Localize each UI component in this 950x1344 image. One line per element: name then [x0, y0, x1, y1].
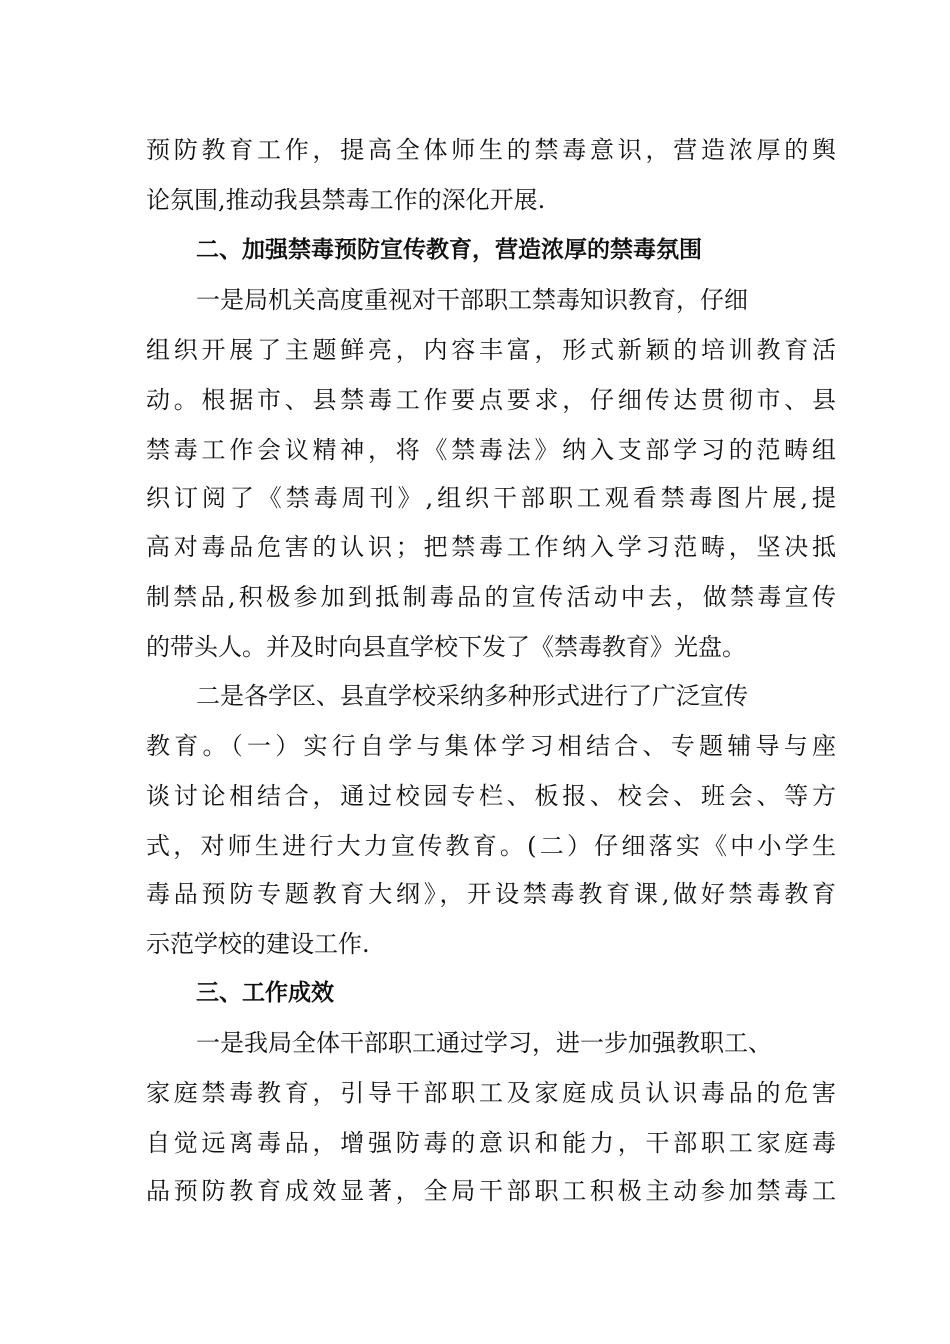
body-text-line: 品预防教育成效显著，全局干部职工积极主动参加禁毒工	[146, 1177, 836, 1205]
body-text-line: 组织开展了主题鲜亮，内容丰富，形式新颖的培训教育活	[146, 336, 836, 364]
body-text-line: 制禁品,积极参加到抵制毒品的宣传活动中去，做禁毒宣传	[146, 583, 836, 611]
body-text-line: 一是我局全体干部职工通过学习，进一步加强教职工、	[196, 1029, 772, 1057]
body-text-line: 毒品预防专题教育大纲》，开设禁毒教育课,做好禁毒教育	[146, 880, 836, 908]
body-text-line: 禁毒工作会议精神，将《禁毒法》纳入支部学习的范畴组	[146, 436, 836, 464]
body-text-line: 的带头人。并及时向县直学校下发了《禁毒教育》光盘。	[146, 633, 746, 661]
body-text-line: 自觉远离毒品，增强防毒的意识和能力，干部职工家庭毒	[146, 1129, 836, 1157]
body-text-line: 织订阅了《禁毒周刊》,组织干部职工观看禁毒图片展,提	[146, 484, 836, 512]
body-text-line: 动。根据市、县禁毒工作要点要求，仔细传达贯彻市、县	[146, 386, 836, 414]
body-text-line: 二是各学区、县直学校采纳多种形式进行了广泛宣传	[196, 682, 748, 710]
section-heading-3: 三、工作成效	[196, 980, 334, 1006]
body-text-line: 论氛围,推动我县禁毒工作的深化开展.	[146, 186, 546, 214]
body-text-line: 谈讨论相结合，通过校园专栏、板报、校会、班会、等方	[146, 782, 836, 810]
body-text-line: 式，对师生进行大力宣传教育。(二）仔细落实《中小学生	[146, 832, 836, 860]
body-text-line: 家庭禁毒教育，引导干部职工及家庭成员认识毒品的危害	[146, 1079, 836, 1107]
section-heading-2: 二、加强禁毒预防宣传教育，营造浓厚的禁毒氛围	[196, 237, 702, 263]
body-text-line: 教育。（一）实行自学与集体学习相结合、专题辅导与座	[146, 732, 836, 760]
body-text-line: 示范学校的建设工作.	[146, 930, 370, 958]
body-text-line: 一是局机关高度重视对干部职工禁毒知识教育，仔细	[196, 286, 748, 314]
body-text-line: 高对毒品危害的认识；把禁毒工作纳入学习范畴，坚决抵	[146, 533, 836, 561]
body-text-line: 预防教育工作，提高全体师生的禁毒意识，营造浓厚的舆	[146, 136, 836, 164]
